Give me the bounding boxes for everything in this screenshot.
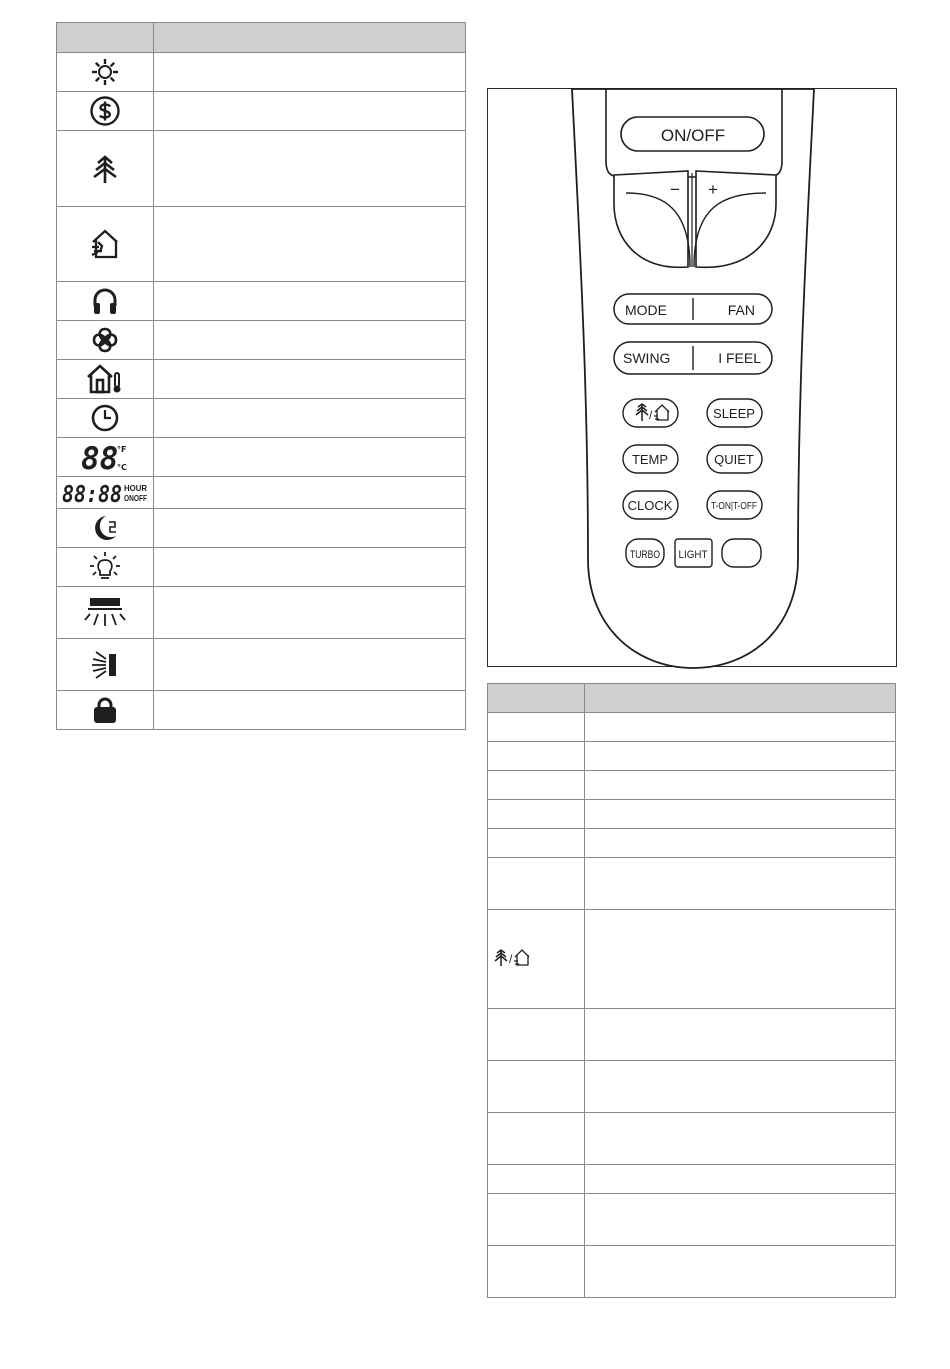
table-row <box>488 1165 896 1194</box>
description-cell <box>154 548 466 587</box>
table-row <box>488 1246 896 1298</box>
description-cell <box>585 1165 896 1194</box>
temperature-display-icon <box>80 441 130 477</box>
i-feel-label: I FEEL <box>718 350 761 366</box>
icon-cell <box>57 639 154 691</box>
table-header-row <box>488 684 896 713</box>
eco-slash: / <box>509 951 513 966</box>
table-row <box>57 587 466 639</box>
description-cell <box>585 1061 896 1113</box>
description-cell <box>585 742 896 771</box>
table-row <box>488 1009 896 1061</box>
table-row <box>488 1061 896 1113</box>
icon-cell <box>57 438 154 477</box>
table-row <box>488 713 896 742</box>
sleep-label: SLEEP <box>713 406 755 421</box>
fan-label: FAN <box>727 302 755 318</box>
description-cell <box>154 131 466 207</box>
air-swing-icon <box>83 596 127 630</box>
icon-cell <box>57 207 154 282</box>
description-cell <box>585 1009 896 1061</box>
button-cell <box>488 858 585 910</box>
description-cell <box>154 321 466 360</box>
fahrenheit-label: °F <box>117 445 127 454</box>
lock-icon <box>90 695 120 725</box>
celsius-label: °C <box>117 463 127 472</box>
timer-digits: 88:88 <box>62 481 122 508</box>
table-row <box>57 360 466 399</box>
icon-cell <box>57 691 154 730</box>
description-cell <box>154 53 466 92</box>
table-row <box>57 438 466 477</box>
description-cell <box>154 207 466 282</box>
tree-icon <box>92 154 118 184</box>
table-row <box>488 858 896 910</box>
air-flow-icon <box>88 648 122 682</box>
button-cell <box>488 910 585 1009</box>
icon-legend-table <box>56 22 466 730</box>
onoff-label: ONOFF <box>124 492 147 503</box>
icon-cell <box>57 399 154 438</box>
button-cell <box>488 800 585 829</box>
table-row <box>488 1194 896 1246</box>
icon-cell <box>57 477 154 509</box>
on-off-label: ON/OFF <box>660 126 726 145</box>
timer-label: T-ON|T-OFF <box>711 501 757 512</box>
remote-control-figure <box>487 88 897 667</box>
description-cell <box>585 829 896 858</box>
button-cell <box>488 742 585 771</box>
icon-cell <box>57 321 154 360</box>
icon-cell <box>57 53 154 92</box>
description-cell <box>585 858 896 910</box>
timer-display-icon <box>62 481 148 508</box>
temperature-digits: 88 <box>81 441 119 477</box>
button-cell <box>488 1009 585 1061</box>
icon-cell <box>57 587 154 639</box>
icon-cell <box>57 509 154 548</box>
turbo-label: TURBO <box>630 549 661 561</box>
swing-label: SWING <box>623 350 671 366</box>
table-row <box>57 509 466 548</box>
table-row <box>57 321 466 360</box>
table-row <box>57 282 466 321</box>
description-cell <box>154 92 466 131</box>
table-row <box>488 742 896 771</box>
minus-label: − <box>670 180 680 199</box>
header-cell-icon <box>57 23 154 53</box>
button-description-table <box>487 683 896 1298</box>
table-row <box>57 399 466 438</box>
description-cell <box>154 639 466 691</box>
plus-label: + <box>708 180 718 199</box>
header-cell-description <box>154 23 466 53</box>
description-cell <box>585 713 896 742</box>
unlabeled-button[interactable] <box>722 539 761 567</box>
description-cell <box>585 1194 896 1246</box>
description-cell <box>154 360 466 399</box>
button-cell <box>488 1194 585 1246</box>
description-cell <box>585 910 896 1009</box>
eco-slash: / <box>649 408 653 422</box>
description-cell <box>154 399 466 438</box>
button-cell <box>488 1061 585 1113</box>
moon-sleep-icon <box>89 512 121 544</box>
table-row <box>57 53 466 92</box>
dollar-circle-icon <box>89 95 121 127</box>
button-cell <box>488 1113 585 1165</box>
table-row <box>488 1113 896 1165</box>
table-row <box>488 910 896 1009</box>
light-bulb-icon <box>88 551 122 583</box>
header-cell-button <box>488 684 585 713</box>
icon-cell <box>57 131 154 207</box>
description-cell <box>154 691 466 730</box>
icon-cell <box>57 360 154 399</box>
button-cell <box>488 771 585 800</box>
house-ventilation-icon <box>89 228 121 260</box>
header-cell-description <box>585 684 896 713</box>
table-row <box>57 92 466 131</box>
button-cell <box>488 829 585 858</box>
clock-icon <box>90 403 120 433</box>
house-thermometer-icon <box>86 363 124 395</box>
table-row <box>57 548 466 587</box>
icon-cell <box>57 282 154 321</box>
button-cell <box>488 713 585 742</box>
sun-icon <box>90 57 120 87</box>
table-row <box>57 477 466 509</box>
icon-cell <box>57 92 154 131</box>
table-row <box>57 207 466 282</box>
table-row <box>488 800 896 829</box>
description-cell <box>154 509 466 548</box>
remote-body <box>572 89 814 668</box>
eco-ventilation-icon <box>494 947 534 967</box>
quiet-label: QUIET <box>714 452 754 467</box>
description-cell <box>585 771 896 800</box>
table-row <box>57 639 466 691</box>
mode-label: MODE <box>625 302 667 318</box>
table-row <box>488 771 896 800</box>
table-row <box>57 131 466 207</box>
table-row <box>488 829 896 858</box>
description-cell <box>585 1246 896 1298</box>
light-label: LIGHT <box>678 549 708 561</box>
description-cell <box>154 282 466 321</box>
description-cell <box>585 1113 896 1165</box>
description-cell <box>154 438 466 477</box>
button-cell <box>488 1246 585 1298</box>
description-cell <box>585 800 896 829</box>
table-header-row <box>57 23 466 53</box>
clock-label: CLOCK <box>627 498 673 513</box>
description-cell <box>154 477 466 509</box>
icon-cell <box>57 548 154 587</box>
headphones-icon <box>90 286 120 316</box>
fan-icon <box>89 324 121 356</box>
table-row <box>57 691 466 730</box>
hour-label: HOUR <box>124 482 147 493</box>
button-cell <box>488 1165 585 1194</box>
temp-label: TEMP <box>631 452 669 467</box>
description-cell <box>154 587 466 639</box>
